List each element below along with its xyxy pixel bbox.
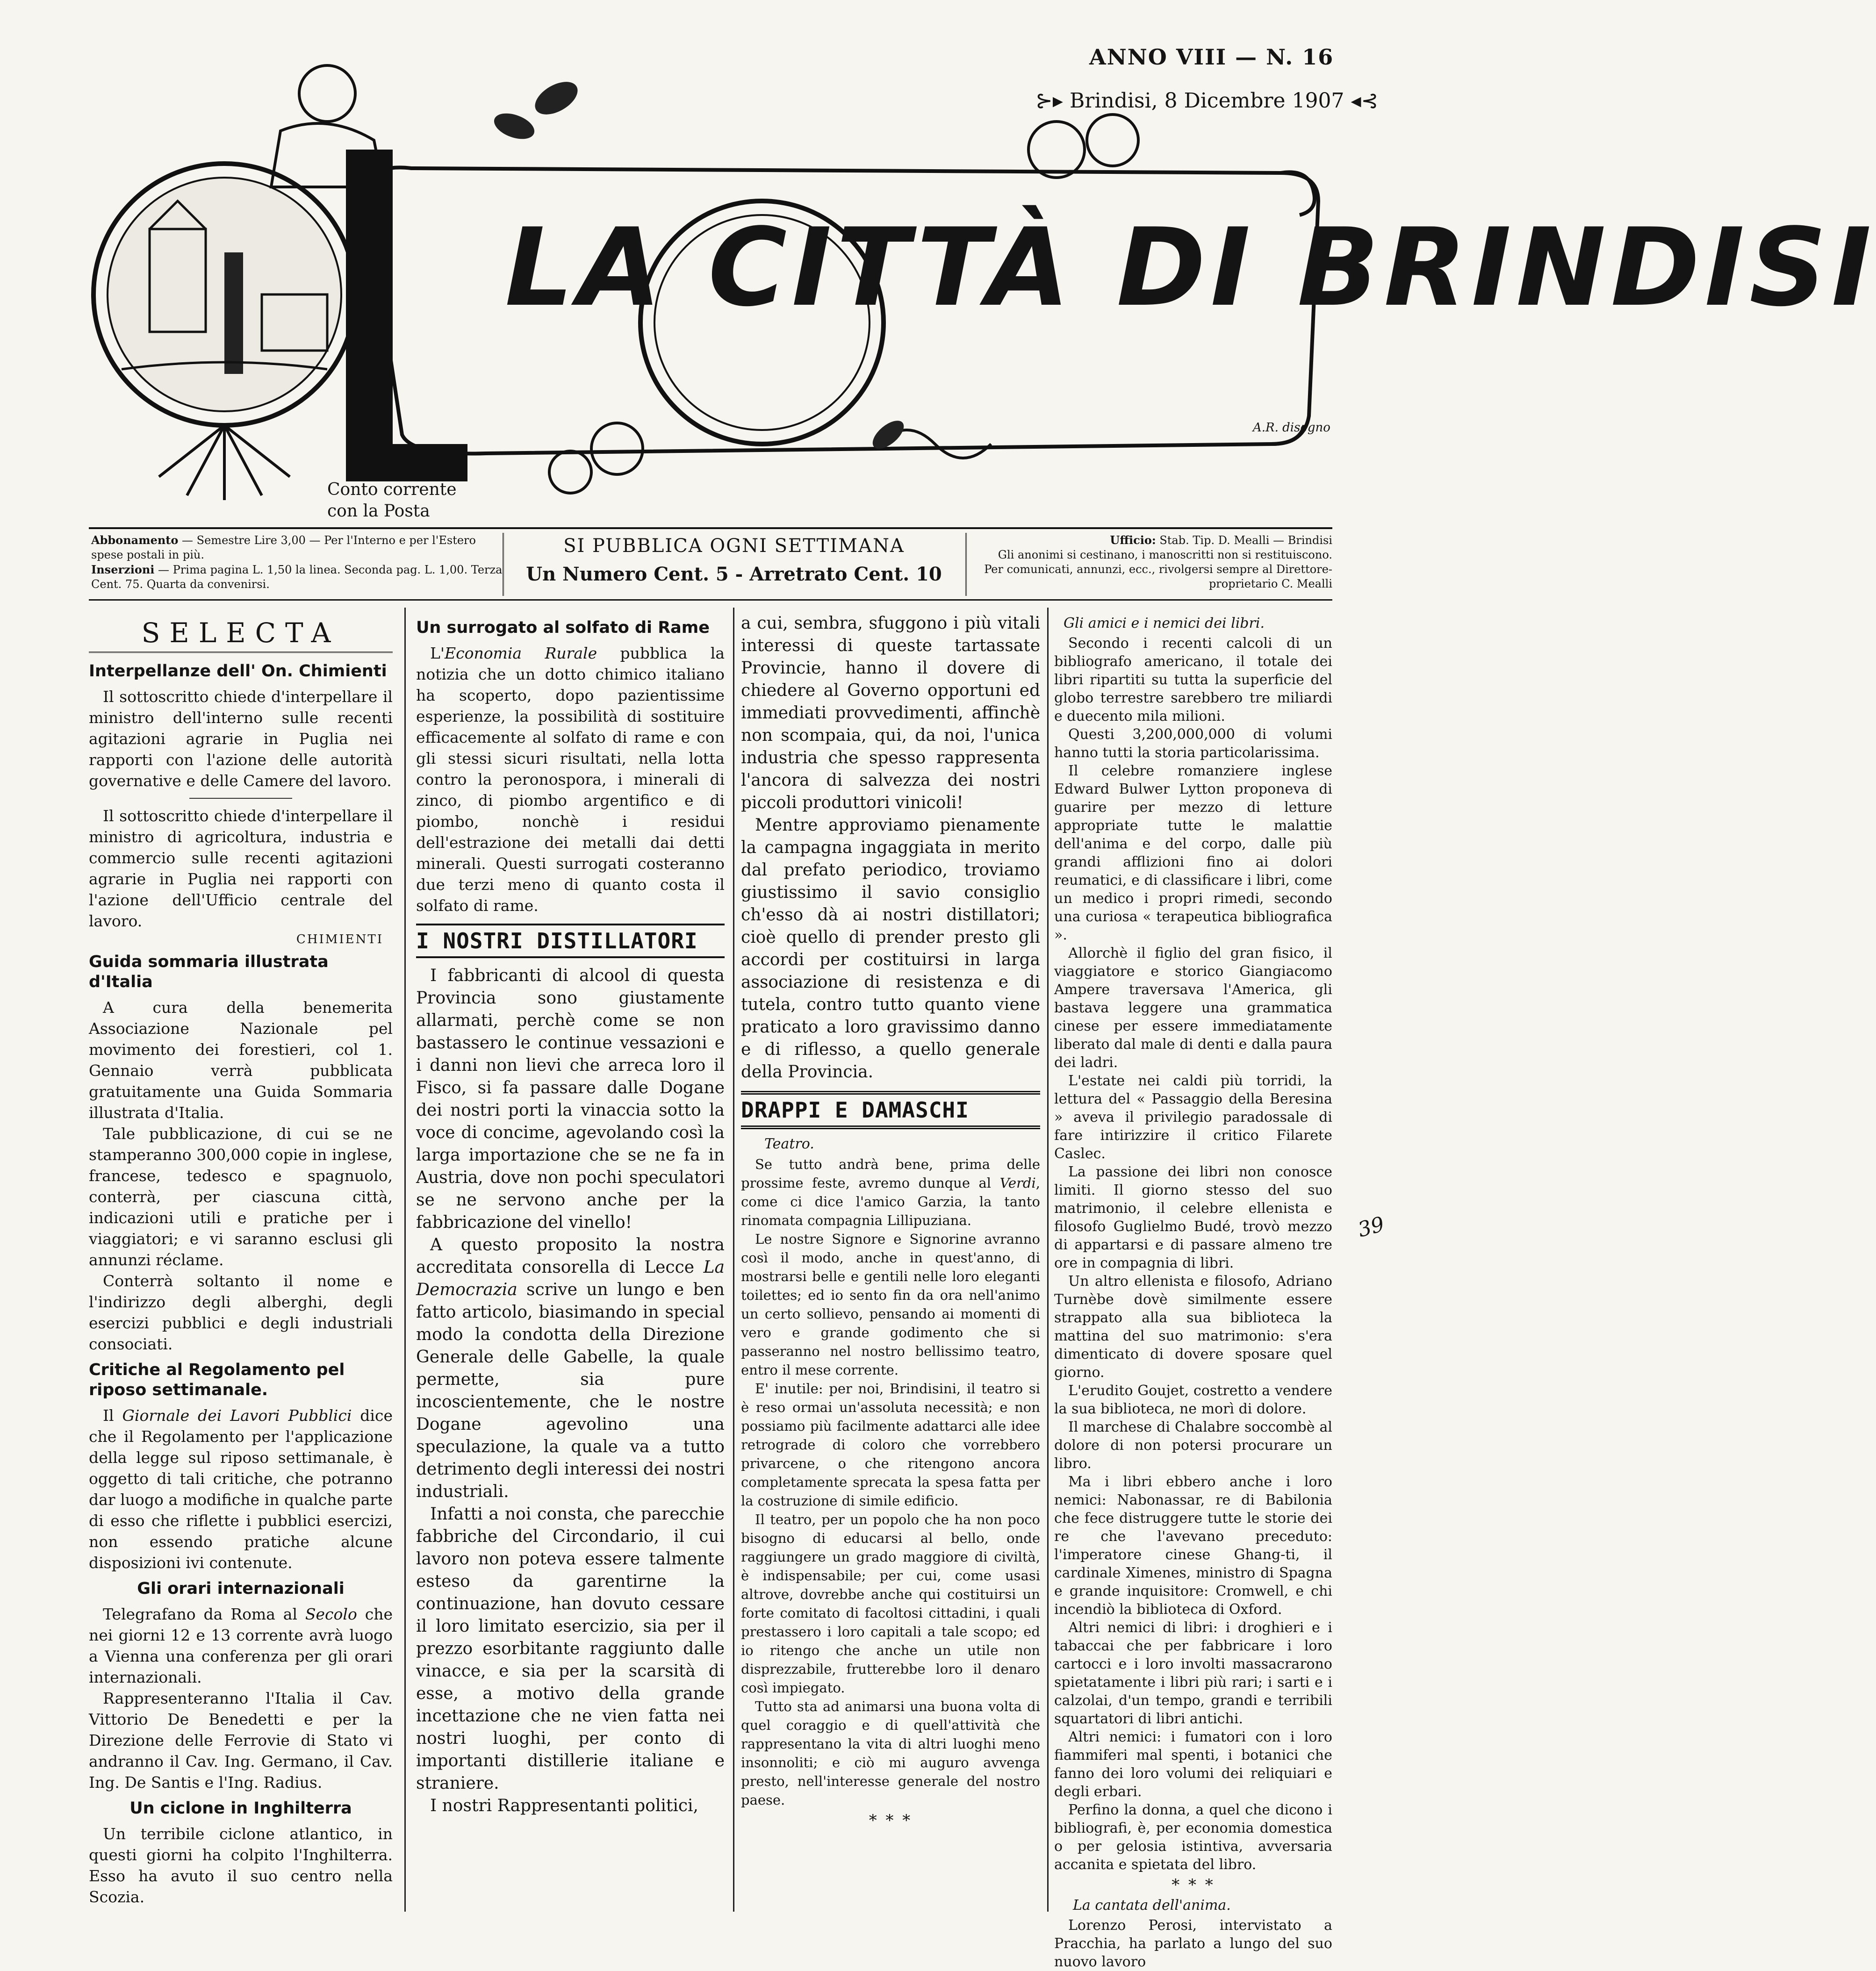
inserzioni-label: Inserzioni [91,563,155,576]
text-run: Secolo [305,1605,357,1623]
article-heading-boxed: I NOSTRI DISTILLATORI [416,924,725,958]
article-heading: Critiche al Regolamento pel riposo settimanale. [89,1361,345,1399]
price-notice: Un Numero Cent. 5 - Arretrato Cent. 10 [526,563,942,585]
article-subheading: Teatro. [764,1136,814,1152]
band-divider [965,533,967,596]
publication-info [510,535,958,585]
abbonamento [91,533,503,562]
column-3 [741,612,1040,1909]
column-2 [416,612,725,1909]
postal-line: Conto corrente [327,480,457,499]
band-divider [503,533,504,596]
text-run: dice che il Regolamento per l'applicazione della legge sul riposo settimanale, è oggetto di tali critiche, che potranno dar luogo a modifiche in qualche parte di esso che riflette i pubblici esercizi, non essendo pratiche alcune disposizioni ivi contenute. [89,1406,393,1572]
text-run: che nei giorni 12 e 13 corrente avrà luogo a Vienna una conferenza per gli orari internazionali. [89,1605,393,1686]
article-paragraph [416,643,725,916]
subscription-info [91,533,503,592]
article-paragraph: a cui, sembra, sfuggono i più vitali interessi di queste tartassate Provincie, hanno il dovere di chiedere al Governo opportuni ed immediati provvedimenti, affinchè non scompaia, qui, da noi, l'unica industria che spesso rappresenta l'ancora di salvezza dei nostri piccoli produttori vinicoli! [741,614,1040,812]
text-run: La Democrazia [416,1258,725,1299]
article-paragraph: La passione dei libri non conosce limiti. Il giorno stesso del suo matrimonio, il celebre ellenista e filosofo Guglielmo Budé, trovò mezzo di appartarsi e di passare almeno tre ore in compagnia di libri. [1054,1164,1332,1271]
band-bottom-rule [89,599,1332,601]
article-paragraph: I nostri Rappresentanti politici, [430,1796,698,1815]
article-paragraph: Rappresenteranno l'Italia il Cav. Vittorio De Benedetti e per la Direzione delle Ferrovie di Stato vi andranno il Cav. Ing. Germano, il Cav. Ing. De Santis e l'Ing. Radius. [89,1689,393,1792]
article-paragraph: L'erudito Goujet, costretto a vendere la sua biblioteca, ne morì di dolore. [1054,1383,1332,1417]
text-run: scrive un lungo e ben fatto articolo, biasimando in special modo la condotta della Direzione Generale delle Gabelle, la quale permette, sia pure incoscientemente, che le nostre Dogane agevolino una speculazione, la quale va a tutto detrimento degli interessi dei nostri industriali. [416,1280,725,1501]
article-signature: CHIMIENTI [296,932,383,946]
text-run: pubblica la notizia che un dotto chimico italiano ha scoperto, dopo pazientissime esperienze, la possibilità di sostituire efficacemente al solfato di rame e con gli stessi sicuri risultati, nella lotta contro la peronospora, i minerali di zinco, di piombo argentifico e di piombo, nonchè i residui dell'estrazione dei metalli dai detti minerali. Questi surrogati costeranno due terzi meno di quanto costa il solfato di rame. [416,644,725,915]
issue-number: ANNO VIII — N. 16 [1089,44,1334,70]
article-paragraph: Un terribile ciclone atlantico, in questi giorni ha colpito l'Inghilterra. Esso ha avuto il suo centro nella Scozia. [89,1825,393,1906]
asterism: * * * [1172,1876,1215,1894]
article-paragraph: Conterrà soltanto il nome e l'indirizzo degli alberghi, degli esercizi pubblici e degli industriali consociati. [89,1272,393,1353]
inserzioni [91,562,503,592]
article-paragraph [741,1155,1040,1230]
inserzioni-text: — Prima pagina L. 1,50 la linea. Seconda pag. L. 1,00. Terza Cent. 75. Quarta da convenirsi. [91,563,503,591]
asterism: * * * [869,1811,913,1830]
text-run: Verdi [999,1175,1036,1191]
article-paragraph: Secondo i recenti calcoli di un bibliografo americano, il totale dei libri ripartiti su tutta la superficie del globo terrestre sarebbero tre miliardi e duecento mila milioni. [1054,635,1332,724]
column-rule [404,608,406,1912]
dateline-text: Brindisi, 8 Dicembre 1907 [1069,89,1344,113]
section-title: SELECTA [89,617,393,653]
column-1 [89,612,393,1909]
text-run: A questo proposito la nostra accreditata consorella di Lecce [416,1235,725,1277]
article-heading: Gli orari internazionali [137,1579,345,1598]
column-rule [733,608,734,1912]
article-paragraph: Mentre approviamo pienamente la campagna ingaggiata in merito dal prefato periodico, troviamo giustissimo il savio consiglio ch'esso dà ai nostri distillatori; cioè quello di prender presto gli accordi per costituirsi in larga associazione di resistenza e di tutela, contro tutto quanto viene praticato a loro gravissimo danno e di riflesso, a quello generale della Provincia. [741,816,1040,1082]
article-paragraph: Un altro ellenista e filosofo, Adriano Turnèbe dovè similmente essere strappato alla sua biblioteca la mattina del suo matrimonio: s'era dimenticato di dovere sposare quel giorno. [1054,1273,1332,1381]
article-paragraph: Altri nemici: i fumatori con i loro fiammiferi mal spenti, i botanici che fanno dei loro volumi dei reliquiari e degli erbari. [1054,1729,1332,1800]
article-paragraph: Tutto sta ad animarsi una buona volta di quel coraggio e di quell'attività che rappresentano la vita di altri luoghi meno insonnoliti; e ciò mi auguro avvenga presto, nell'interesse generale del nostro paese. [741,1699,1040,1808]
ufficio-label: Ufficio: [1110,533,1156,547]
article-heading-boxed: DRAPPI E DAMASCHI [741,1091,1040,1129]
abbonamento-text: — Semestre Lire 3,00 — Per l'Interno e per l'Estero spese postali in più. [91,534,476,561]
article-paragraph: Il marchese di Chalabre soccombè al dolore di non potersi procurare un libro. [1054,1419,1332,1472]
article-paragraph: A cura della benemerita Associazione Nazionale pel movimento dei forestieri, col 1. Gennaio verrà pubblicata gratuitamente una Guida Sommaria illustrata d'Italia. [89,998,393,1122]
ornament-right-icon: ◂⊰ [1344,89,1379,113]
article-paragraph [416,1234,725,1503]
handwritten-margin-note: 39 [1355,1212,1387,1242]
artist-signature: A.R. disegno [1253,421,1330,435]
office-info [977,533,1332,591]
article-paragraph: I fabbricanti di alcool di questa Provincia sono giustamente allarmati, perchè come se non bastassero le continue vessazioni e i danni non lievi che arreca loro il Fisco, si fa passare dalle Dogane dei nostri porti la vinaccia sotto la voce di concime, agevolando così la larga importazione che se ne fa in Austria, dove non pochi speculatori se ne servono anche per la fabbricazione del vinello! [416,966,725,1232]
abbonamento-label: Abbonamento [91,533,179,547]
article-subheading: La cantata dell'anima. [1073,1897,1231,1914]
article-paragraph: L'estate nei caldi più torridi, la lettura del « Passaggio della Beresina » aveva il privilegio paradossale di fare intirizzire il critico Filarete Caslec. [1054,1073,1332,1162]
text-run: Se tutto andrà bene, prima delle prossime feste, avremo dunque al [741,1156,1040,1191]
text-run: Telegrafano da Roma al [103,1605,305,1623]
text-run: Il [103,1406,122,1425]
article-paragraph: Le nostre Signore e Signorine avranno così il modo, anche in quest'anno, di mostrarsi belle e gentili nelle loro eleganti toilettes; ed io sento fin da ora nell'animo un certo sollievo, pensando ai momenti di vero e grande godimento che si passeranno nel nostro bellissimo teatro, entro il mese corrente. [741,1231,1040,1378]
postal-note [327,479,457,522]
article-paragraph: Il sottoscritto chiede d'interpellare il ministro di agricoltura, industria e commercio sulle recenti agitazioni agrarie in Puglia nei rapporti con l'azione dell'Ufficio centrale del lavoro. [89,807,393,930]
newspaper-title: LA CITTÀ DI BRINDISI [505,206,1876,330]
article-paragraph: Perfino la donna, a quel che dicono i bibliografi, è, per economia domestica o per gelosia istintiva, avversaria accanita e spietata del libro. [1054,1802,1332,1873]
postal-line: con la Posta [327,502,430,521]
article-heading: Interpellanze dell' On. Chimienti [89,662,387,681]
article-subheading: Gli amici e i nemici dei libri. [1064,615,1265,631]
article-paragraph: E' inutile: per noi, Brindisini, il teatro si è reso ormai un'assoluta necessità; e non possiamo più facilmente adattarci alle idee retrograde di coloro che vorrebbero privarcene, o che ritengono ancora completamente sprecata la spesa fatta per la costruzione di simile edificio. [741,1381,1040,1509]
column-4 [1054,612,1332,1970]
article-paragraph [89,1604,393,1688]
column-rule [1047,608,1049,1912]
article-paragraph: Ma i libri ebbero anche i loro nemici: Nabonassar, re di Babilonia che fece distruggere tutte le storie dei re che l'avevano preceduto: l'imperatore cinese Ghang-ti, il cardinale Ximenes, ministro di Spagna e grande inquisitore: Cromwell, e chi incendiò la biblioteca di Oxford. [1054,1474,1332,1618]
ornament-left-icon: ⊱▸ [1035,89,1070,113]
article-paragraph: Il sottoscritto chiede d'interpellare il ministro dell'interno sulle recenti agitazioni agrarie in Puglia nei rapporti con l'azione delle autorità governative e delle Camere del lavoro. [89,688,393,790]
article-paragraph: Altri nemici di libri: i droghieri e i tabaccai che per fabbricare i loro cartocci e i loro involti massacrarono spietatamente i libri più rari; i sarti e i calzolai, d'un tempo, grandi e terribili squartatori di libri antichi. [1054,1620,1332,1727]
article-heading: Un ciclone in Inghilterra [129,1799,352,1818]
article-heading: Un surrogato al solfato di Rame [416,618,710,637]
ufficio-text: Stab. Tip. D. Mealli — Brindisi [1156,534,1332,547]
article-paragraph [89,1405,393,1573]
text-run: , come ci dice l'amico Garzia, la tanto rinomata compagnia Lillipuziana. [741,1175,1040,1228]
separator [189,798,292,799]
article-paragraph: Il teatro, per un popolo che ha non poco bisogno di educarsi al bello, onde raggiungere un grado maggiore di civiltà, è indispensabile; per cui, come usasi altrove, dovrebbe anche qui costituirsi un forte comitato di facoltosi cittadini, i quali prestassero i loro capitali a tale scopo; ed io ritengo che anche un utile non disprezzabile, frutterebbe loro il denaro così impiegato. [741,1512,1040,1696]
weekly-notice: SI PUBBLICA OGNI SETTIMANA [563,535,905,557]
article-paragraph: Infatti a noi consta, che parecchie fabbriche del Circondario, il cui lavoro non poteva essere talmente esteso da garentirne la continuazione, han dovuto cessare il loro limitato esercizio, sia per il prezzo esorbitante raggiunto dalle vinacce, e sia per la scarsità di esse, a motivo della grande incettazione che ne vien fatta nei nostri luoghi, per conto di importanti distillerie italiane e straniere. [416,1505,725,1793]
article-paragraph: Allorchè il figlio del gran fisico, il viaggiatore e storico Giangiacomo Ampere traversava l'America, gli bastava leggere una grammatica cinese per essere immediatamente liberato dal male di denti e dalla paura dei ladri. [1054,945,1332,1071]
article-paragraph: Lorenzo Perosi, intervistato a Pracchia, ha parlato a lungo del suo nuovo lavoro [1054,1917,1332,1970]
article-paragraph: Tale pubblicazione, di cui se ne stamperanno 300,000 copie in inglese, francese, tedesco e spagnuolo, conterrà, per ciascuna città, indicazioni utili e pratiche per i viaggiatori; e vi saranno esclusi gli annunzi réclame. [89,1125,393,1269]
text-run: Giornale dei Lavori Pubblici [122,1406,352,1425]
article-paragraph: Il celebre romanziere inglese Edward Bulwer Lytton proponeva di guarire per mezzo di letture appropriate tutte le malattie dell'anima e del corpo, dalle più grandi afflizioni fino ai dolori reumatici, e di classificare i libri, come un medico i propri rimedi, secondo una curiosa « terapeutica bibliografica ». [1054,763,1332,943]
ufficio [977,533,1332,548]
band-top-rule [89,527,1332,529]
text-run: L' [430,644,445,662]
article-heading: Guida sommaria illustrata d'Italia [89,953,329,991]
text-run: Economia Rurale [445,644,597,662]
article-paragraph: Questi 3,200,000,000 di volumi hanno tutti la storia particolarissima. [1054,726,1332,761]
editorial-notice: Gli anonimi si cestinano, i manoscritti non si restituiscono. Per comunicati, annunzi, ecc., rivolgersi sempre al Direttore-proprietario C. Mealli [984,548,1332,590]
